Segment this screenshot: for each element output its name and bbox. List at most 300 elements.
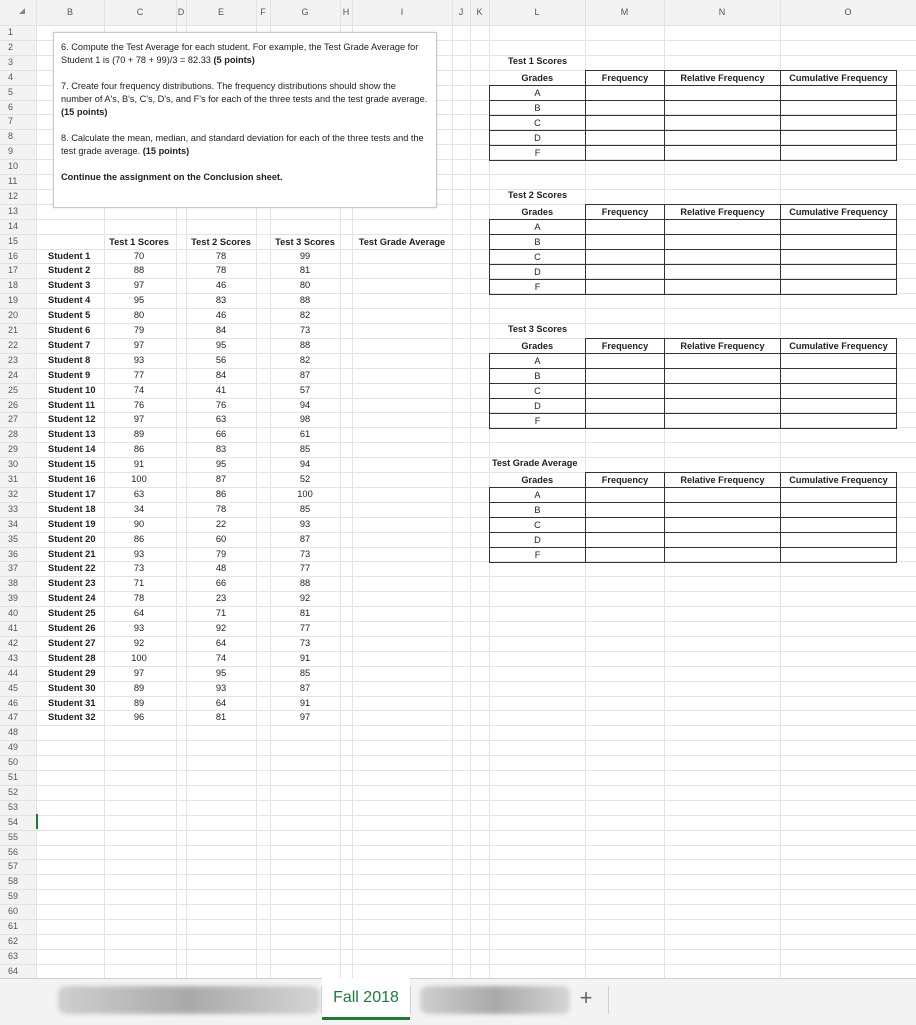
test1-score[interactable]: 79 (133, 325, 145, 335)
frequency-header[interactable]: Frequency (586, 472, 665, 487)
cumulative-frequency-cell[interactable] (781, 145, 897, 160)
test3-score[interactable]: 77 (299, 563, 311, 573)
test1-score[interactable]: 88 (133, 265, 145, 275)
relative-frequency-cell[interactable] (665, 145, 781, 160)
row-header-20[interactable]: 20 (8, 310, 19, 320)
row-header-39[interactable]: 39 (8, 593, 19, 603)
test1-score[interactable]: 86 (133, 444, 145, 454)
relative-frequency-cell[interactable] (665, 383, 781, 398)
grade-cell[interactable]: F (490, 279, 586, 294)
test1-score[interactable]: 97 (133, 668, 145, 678)
student-name[interactable]: Student 2 (48, 265, 91, 275)
test3-score[interactable]: 57 (299, 385, 311, 395)
test1-score[interactable]: 71 (133, 578, 145, 588)
cumulative-frequency-cell[interactable] (781, 249, 897, 264)
test1-score[interactable]: 77 (133, 370, 145, 380)
student-name[interactable]: Student 15 (48, 459, 96, 469)
frequency-cell[interactable] (586, 413, 665, 428)
row-header-46[interactable]: 46 (8, 698, 19, 708)
header-test2[interactable]: Test 2 Scores (191, 237, 251, 247)
test-average-cell[interactable] (352, 666, 452, 681)
student-name[interactable]: Student 19 (48, 519, 96, 529)
test-average-cell[interactable] (352, 636, 452, 651)
relative-frequency-header[interactable]: Relative Frequency (665, 472, 781, 487)
grade-cell[interactable]: F (490, 413, 586, 428)
row-header-1[interactable]: 1 (8, 27, 14, 37)
grade-cell[interactable]: A (490, 85, 586, 100)
test2-score[interactable]: 95 (215, 459, 227, 469)
row-header-15[interactable]: 15 (8, 236, 19, 246)
relative-frequency-header[interactable]: Relative Frequency (665, 204, 781, 219)
test-average-cell[interactable] (352, 591, 452, 606)
frequency-cell[interactable] (586, 368, 665, 383)
student-name[interactable]: Student 12 (48, 414, 96, 424)
test1-score[interactable]: 70 (133, 251, 145, 261)
test2-score[interactable]: 56 (215, 355, 227, 365)
grade-cell[interactable]: C (490, 517, 586, 532)
test3-score[interactable]: 52 (299, 474, 311, 484)
test3-score[interactable]: 73 (299, 549, 311, 559)
student-name[interactable]: Student 10 (48, 385, 96, 395)
test-average-cell[interactable] (352, 576, 452, 591)
row-header-5[interactable]: 5 (8, 87, 14, 97)
test1-score[interactable]: 34 (133, 504, 145, 514)
test3-score[interactable]: 99 (299, 251, 311, 261)
test2-score[interactable]: 95 (215, 668, 227, 678)
row-header-42[interactable]: 42 (8, 638, 19, 648)
sheet-tab-fall-2018[interactable]: Fall 2018 (322, 978, 410, 1020)
test1-score[interactable]: 93 (133, 549, 145, 559)
test-average-cell[interactable] (352, 472, 452, 487)
test2-score[interactable]: 46 (215, 280, 227, 290)
test2-score[interactable]: 60 (215, 534, 227, 544)
test1-score[interactable]: 95 (133, 295, 145, 305)
row-header-14[interactable]: 14 (8, 221, 19, 231)
student-name[interactable]: Student 14 (48, 444, 96, 454)
cumulative-frequency-cell[interactable] (781, 234, 897, 249)
student-name[interactable]: Student 28 (48, 653, 96, 663)
test3-score[interactable]: 94 (299, 459, 311, 469)
relative-frequency-cell[interactable] (665, 100, 781, 115)
test2-score[interactable]: 46 (215, 310, 227, 320)
row-header-27[interactable]: 27 (8, 414, 19, 424)
row-header-29[interactable]: 29 (8, 444, 19, 454)
row-header-45[interactable]: 45 (8, 683, 19, 693)
cumulative-frequency-cell[interactable] (781, 100, 897, 115)
row-header-24[interactable]: 24 (8, 370, 19, 380)
student-name[interactable]: Student 29 (48, 668, 96, 678)
test-average-cell[interactable] (352, 263, 452, 278)
frequency-cell[interactable] (586, 234, 665, 249)
relative-frequency-cell[interactable] (665, 413, 781, 428)
grade-cell[interactable]: D (490, 130, 586, 145)
test1-score[interactable]: 89 (133, 429, 145, 439)
test2-score[interactable]: 23 (215, 593, 227, 603)
grade-cell[interactable]: B (490, 234, 586, 249)
test1-score[interactable]: 76 (133, 400, 145, 410)
grade-cell[interactable]: B (490, 100, 586, 115)
test-average-cell[interactable] (352, 323, 452, 338)
student-name[interactable]: Student 4 (48, 295, 91, 305)
cumulative-frequency-header[interactable]: Cumulative Frequency (781, 338, 897, 353)
cumulative-frequency-cell[interactable] (781, 130, 897, 145)
row-header-64[interactable]: 64 (8, 966, 19, 976)
grade-cell[interactable]: D (490, 264, 586, 279)
test1-score[interactable]: 97 (133, 340, 145, 350)
test1-score[interactable]: 100 (131, 474, 147, 484)
frequency-header[interactable]: Frequency (586, 338, 665, 353)
frequency-cell[interactable] (586, 487, 665, 502)
row-header-61[interactable]: 61 (8, 921, 19, 931)
row-header-35[interactable]: 35 (8, 534, 19, 544)
test3-score[interactable]: 87 (299, 370, 311, 380)
column-header-b[interactable]: B (66, 7, 73, 17)
test-average-cell[interactable] (352, 278, 452, 293)
test3-score[interactable]: 61 (299, 429, 311, 439)
frequency-cell[interactable] (586, 130, 665, 145)
test3-score[interactable]: 73 (299, 325, 311, 335)
relative-frequency-cell[interactable] (665, 130, 781, 145)
row-header-59[interactable]: 59 (8, 891, 19, 901)
frequency-cell[interactable] (586, 502, 665, 517)
cumulative-frequency-cell[interactable] (781, 383, 897, 398)
student-name[interactable]: Student 3 (48, 280, 91, 290)
test1-score[interactable]: 93 (133, 355, 145, 365)
cumulative-frequency-cell[interactable] (781, 413, 897, 428)
row-header-56[interactable]: 56 (8, 847, 19, 857)
row-header-48[interactable]: 48 (8, 727, 19, 737)
relative-frequency-cell[interactable] (665, 85, 781, 100)
test2-score[interactable]: 78 (215, 504, 227, 514)
test2-score[interactable]: 41 (215, 385, 227, 395)
test1-score[interactable]: 63 (133, 489, 145, 499)
row-header-33[interactable]: 33 (8, 504, 19, 514)
test1-score[interactable]: 86 (133, 534, 145, 544)
row-header-10[interactable]: 10 (8, 161, 19, 171)
test1-score[interactable]: 97 (133, 414, 145, 424)
grades-header[interactable]: Grades (490, 204, 586, 219)
frequency-cell[interactable] (586, 145, 665, 160)
test1-score[interactable]: 100 (131, 653, 147, 663)
frequency-cell[interactable] (586, 279, 665, 294)
row-header-36[interactable]: 36 (8, 549, 19, 559)
column-header-o[interactable]: O (844, 7, 852, 17)
test2-score[interactable]: 64 (215, 638, 227, 648)
cumulative-frequency-cell[interactable] (781, 219, 897, 234)
test3-score[interactable]: 87 (299, 683, 311, 693)
test1-score[interactable]: 73 (133, 563, 145, 573)
test3-score[interactable]: 88 (299, 340, 311, 350)
row-header-7[interactable]: 7 (8, 116, 14, 126)
student-name[interactable]: Student 20 (48, 534, 96, 544)
test3-score[interactable]: 94 (299, 400, 311, 410)
row-header-9[interactable]: 9 (8, 146, 14, 156)
student-name[interactable]: Student 22 (48, 563, 96, 573)
student-name[interactable]: Student 6 (48, 325, 91, 335)
row-header-25[interactable]: 25 (8, 385, 19, 395)
frequency-cell[interactable] (586, 85, 665, 100)
student-name[interactable]: Student 9 (48, 370, 91, 380)
test1-score[interactable]: 78 (133, 593, 145, 603)
row-header-53[interactable]: 53 (8, 802, 19, 812)
test2-score[interactable]: 92 (215, 623, 227, 633)
test2-score[interactable]: 64 (215, 698, 227, 708)
row-header-32[interactable]: 32 (8, 489, 19, 499)
test1-score[interactable]: 91 (133, 459, 145, 469)
column-header-j[interactable]: J (458, 7, 464, 17)
test3-score[interactable]: 98 (299, 414, 311, 424)
test-average-cell[interactable] (352, 502, 452, 517)
test1-score[interactable]: 97 (133, 280, 145, 290)
cumulative-frequency-header[interactable]: Cumulative Frequency (781, 472, 897, 487)
test2-score[interactable]: 79 (215, 549, 227, 559)
select-all-corner-icon[interactable] (19, 8, 25, 14)
blurred-sheet-tab[interactable] (58, 986, 320, 1014)
test3-score[interactable]: 85 (299, 444, 311, 454)
test2-score[interactable]: 78 (215, 251, 227, 261)
grade-cell[interactable]: B (490, 368, 586, 383)
relative-frequency-cell[interactable] (665, 487, 781, 502)
header-test3[interactable]: Test 3 Scores (275, 237, 335, 247)
test-average-cell[interactable] (352, 412, 452, 427)
frequency-cell[interactable] (586, 517, 665, 532)
column-header-n[interactable]: N (718, 7, 726, 17)
column-header-f[interactable]: F (260, 7, 266, 17)
test-average-cell[interactable] (352, 442, 452, 457)
row-header-8[interactable]: 8 (8, 131, 14, 141)
column-header-k[interactable]: K (476, 7, 483, 17)
frequency-cell[interactable] (586, 100, 665, 115)
frequency-cell[interactable] (586, 249, 665, 264)
relative-frequency-cell[interactable] (665, 279, 781, 294)
test2-score[interactable]: 83 (215, 444, 227, 454)
cumulative-frequency-header[interactable]: Cumulative Frequency (781, 70, 897, 85)
test2-score[interactable]: 66 (215, 429, 227, 439)
test-average-cell[interactable] (352, 710, 452, 725)
row-header-12[interactable]: 12 (8, 191, 19, 201)
test3-score[interactable]: 82 (299, 310, 311, 320)
test2-score[interactable]: 95 (215, 340, 227, 350)
test-average-cell[interactable] (352, 338, 452, 353)
test3-score[interactable]: 91 (299, 698, 311, 708)
test-average-cell[interactable] (352, 532, 452, 547)
student-name[interactable]: Student 30 (48, 683, 96, 693)
test1-score[interactable]: 64 (133, 608, 145, 618)
test2-score[interactable]: 87 (215, 474, 227, 484)
test3-score[interactable]: 81 (299, 608, 311, 618)
frequency-cell[interactable] (586, 353, 665, 368)
row-header-57[interactable]: 57 (8, 861, 19, 871)
test3-score[interactable]: 77 (299, 623, 311, 633)
test2-score[interactable]: 93 (215, 683, 227, 693)
column-header-g[interactable]: G (301, 7, 309, 17)
column-header-h[interactable]: H (342, 7, 350, 17)
test-average-cell[interactable] (352, 621, 452, 636)
row-header-54[interactable]: 54 (8, 817, 19, 827)
row-header-26[interactable]: 26 (8, 400, 19, 410)
test3-score[interactable]: 80 (299, 280, 311, 290)
test1-score[interactable]: 93 (133, 623, 145, 633)
column-header-d[interactable]: D (177, 7, 185, 17)
test2-score[interactable]: 86 (215, 489, 227, 499)
test3-score[interactable]: 81 (299, 265, 311, 275)
student-name[interactable]: Student 17 (48, 489, 96, 499)
student-name[interactable]: Student 13 (48, 429, 96, 439)
row-header-37[interactable]: 37 (8, 563, 19, 573)
student-name[interactable]: Student 5 (48, 310, 91, 320)
test2-score[interactable]: 48 (215, 563, 227, 573)
instructions-textbox[interactable] (53, 32, 437, 208)
frequency-header[interactable]: Frequency (586, 70, 665, 85)
test2-score[interactable]: 78 (215, 265, 227, 275)
test-average-cell[interactable] (352, 561, 452, 576)
row-header-13[interactable]: 13 (8, 206, 19, 216)
student-name[interactable]: Student 16 (48, 474, 96, 484)
test-average-cell[interactable] (352, 696, 452, 711)
frequency-cell[interactable] (586, 219, 665, 234)
row-header-47[interactable]: 47 (8, 712, 19, 722)
blurred-sheet-tab[interactable] (420, 986, 570, 1014)
cumulative-frequency-cell[interactable] (781, 517, 897, 532)
test2-score[interactable]: 81 (215, 712, 227, 722)
grade-cell[interactable]: B (490, 502, 586, 517)
frequency-cell[interactable] (586, 398, 665, 413)
grade-cell[interactable]: A (490, 487, 586, 502)
test1-score[interactable]: 90 (133, 519, 145, 529)
test-average-cell[interactable] (352, 651, 452, 666)
student-name[interactable]: Student 7 (48, 340, 91, 350)
test-average-cell[interactable] (352, 308, 452, 323)
grade-cell[interactable]: D (490, 532, 586, 547)
cumulative-frequency-cell[interactable] (781, 398, 897, 413)
test-average-cell[interactable] (352, 681, 452, 696)
relative-frequency-cell[interactable] (665, 398, 781, 413)
cumulative-frequency-cell[interactable] (781, 502, 897, 517)
cumulative-frequency-cell[interactable] (781, 264, 897, 279)
column-header-c[interactable]: C (136, 7, 144, 17)
test1-score[interactable]: 80 (133, 310, 145, 320)
test1-score[interactable]: 96 (133, 712, 145, 722)
test-average-cell[interactable] (352, 398, 452, 413)
test3-score[interactable]: 88 (299, 578, 311, 588)
relative-frequency-cell[interactable] (665, 219, 781, 234)
row-header-6[interactable]: 6 (8, 102, 14, 112)
cumulative-frequency-cell[interactable] (781, 547, 897, 562)
student-name[interactable]: Student 8 (48, 355, 91, 365)
column-header-e[interactable]: E (217, 7, 224, 17)
row-header-62[interactable]: 62 (8, 936, 19, 946)
relative-frequency-cell[interactable] (665, 234, 781, 249)
test-average-cell[interactable] (352, 368, 452, 383)
cumulative-frequency-cell[interactable] (781, 368, 897, 383)
test-average-cell[interactable] (352, 457, 452, 472)
frequency-cell[interactable] (586, 264, 665, 279)
row-header-16[interactable]: 16 (8, 251, 19, 261)
test1-score[interactable]: 92 (133, 638, 145, 648)
row-header-2[interactable]: 2 (8, 42, 14, 52)
test-average-cell[interactable] (352, 383, 452, 398)
test-average-cell[interactable] (352, 517, 452, 532)
relative-frequency-cell[interactable] (665, 115, 781, 130)
test2-score[interactable]: 74 (215, 653, 227, 663)
frequency-cell[interactable] (586, 383, 665, 398)
row-header-43[interactable]: 43 (8, 653, 19, 663)
frequency-cell[interactable] (586, 115, 665, 130)
test-average-cell[interactable] (352, 547, 452, 562)
cumulative-frequency-cell[interactable] (781, 279, 897, 294)
test-average-cell[interactable] (352, 249, 452, 264)
relative-frequency-cell[interactable] (665, 502, 781, 517)
header-test1[interactable]: Test 1 Scores (109, 237, 169, 247)
relative-frequency-cell[interactable] (665, 264, 781, 279)
relative-frequency-cell[interactable] (665, 532, 781, 547)
grade-cell[interactable]: A (490, 353, 586, 368)
test2-score[interactable]: 84 (215, 325, 227, 335)
test3-score[interactable]: 87 (299, 534, 311, 544)
grade-cell[interactable]: D (490, 398, 586, 413)
row-header-60[interactable]: 60 (8, 906, 19, 916)
test3-score[interactable]: 82 (299, 355, 311, 365)
row-header-31[interactable]: 31 (8, 474, 19, 484)
row-header-51[interactable]: 51 (8, 772, 19, 782)
relative-frequency-header[interactable]: Relative Frequency (665, 70, 781, 85)
student-name[interactable]: Student 11 (48, 400, 96, 410)
row-header-28[interactable]: 28 (8, 429, 19, 439)
test2-score[interactable]: 22 (215, 519, 227, 529)
row-header-18[interactable]: 18 (8, 280, 19, 290)
cumulative-frequency-cell[interactable] (781, 532, 897, 547)
row-header-41[interactable]: 41 (8, 623, 19, 633)
grades-header[interactable]: Grades (490, 338, 586, 353)
test2-score[interactable]: 83 (215, 295, 227, 305)
test-average-cell[interactable] (352, 487, 452, 502)
test2-score[interactable]: 63 (215, 414, 227, 424)
row-header-34[interactable]: 34 (8, 519, 19, 529)
grades-header[interactable]: Grades (490, 472, 586, 487)
cumulative-frequency-cell[interactable] (781, 353, 897, 368)
row-header-52[interactable]: 52 (8, 787, 19, 797)
row-header-30[interactable]: 30 (8, 459, 19, 469)
student-name[interactable]: Student 24 (48, 593, 96, 603)
row-header-44[interactable]: 44 (8, 668, 19, 678)
row-header-23[interactable]: 23 (8, 355, 19, 365)
relative-frequency-cell[interactable] (665, 353, 781, 368)
student-name[interactable]: Student 1 (48, 251, 91, 261)
frequency-header[interactable]: Frequency (586, 204, 665, 219)
add-sheet-icon[interactable]: + (579, 985, 593, 1010)
test-average-cell[interactable] (352, 293, 452, 308)
test1-score[interactable]: 89 (133, 683, 145, 693)
test2-score[interactable]: 84 (215, 370, 227, 380)
test3-score[interactable]: 85 (299, 504, 311, 514)
row-header-3[interactable]: 3 (8, 57, 14, 67)
row-header-17[interactable]: 17 (8, 265, 19, 275)
relative-frequency-cell[interactable] (665, 249, 781, 264)
test-average-cell[interactable] (352, 427, 452, 442)
column-header-m[interactable]: M (620, 7, 629, 17)
test2-score[interactable]: 76 (215, 400, 227, 410)
test3-score[interactable]: 92 (299, 593, 311, 603)
test3-score[interactable]: 93 (299, 519, 311, 529)
student-name[interactable]: Student 23 (48, 578, 96, 588)
test3-score[interactable]: 100 (297, 489, 313, 499)
row-header-49[interactable]: 49 (8, 742, 19, 752)
student-name[interactable]: Student 21 (48, 549, 96, 559)
test2-score[interactable]: 66 (215, 578, 227, 588)
student-name[interactable]: Student 26 (48, 623, 96, 633)
grade-cell[interactable]: F (490, 145, 586, 160)
cumulative-frequency-cell[interactable] (781, 487, 897, 502)
